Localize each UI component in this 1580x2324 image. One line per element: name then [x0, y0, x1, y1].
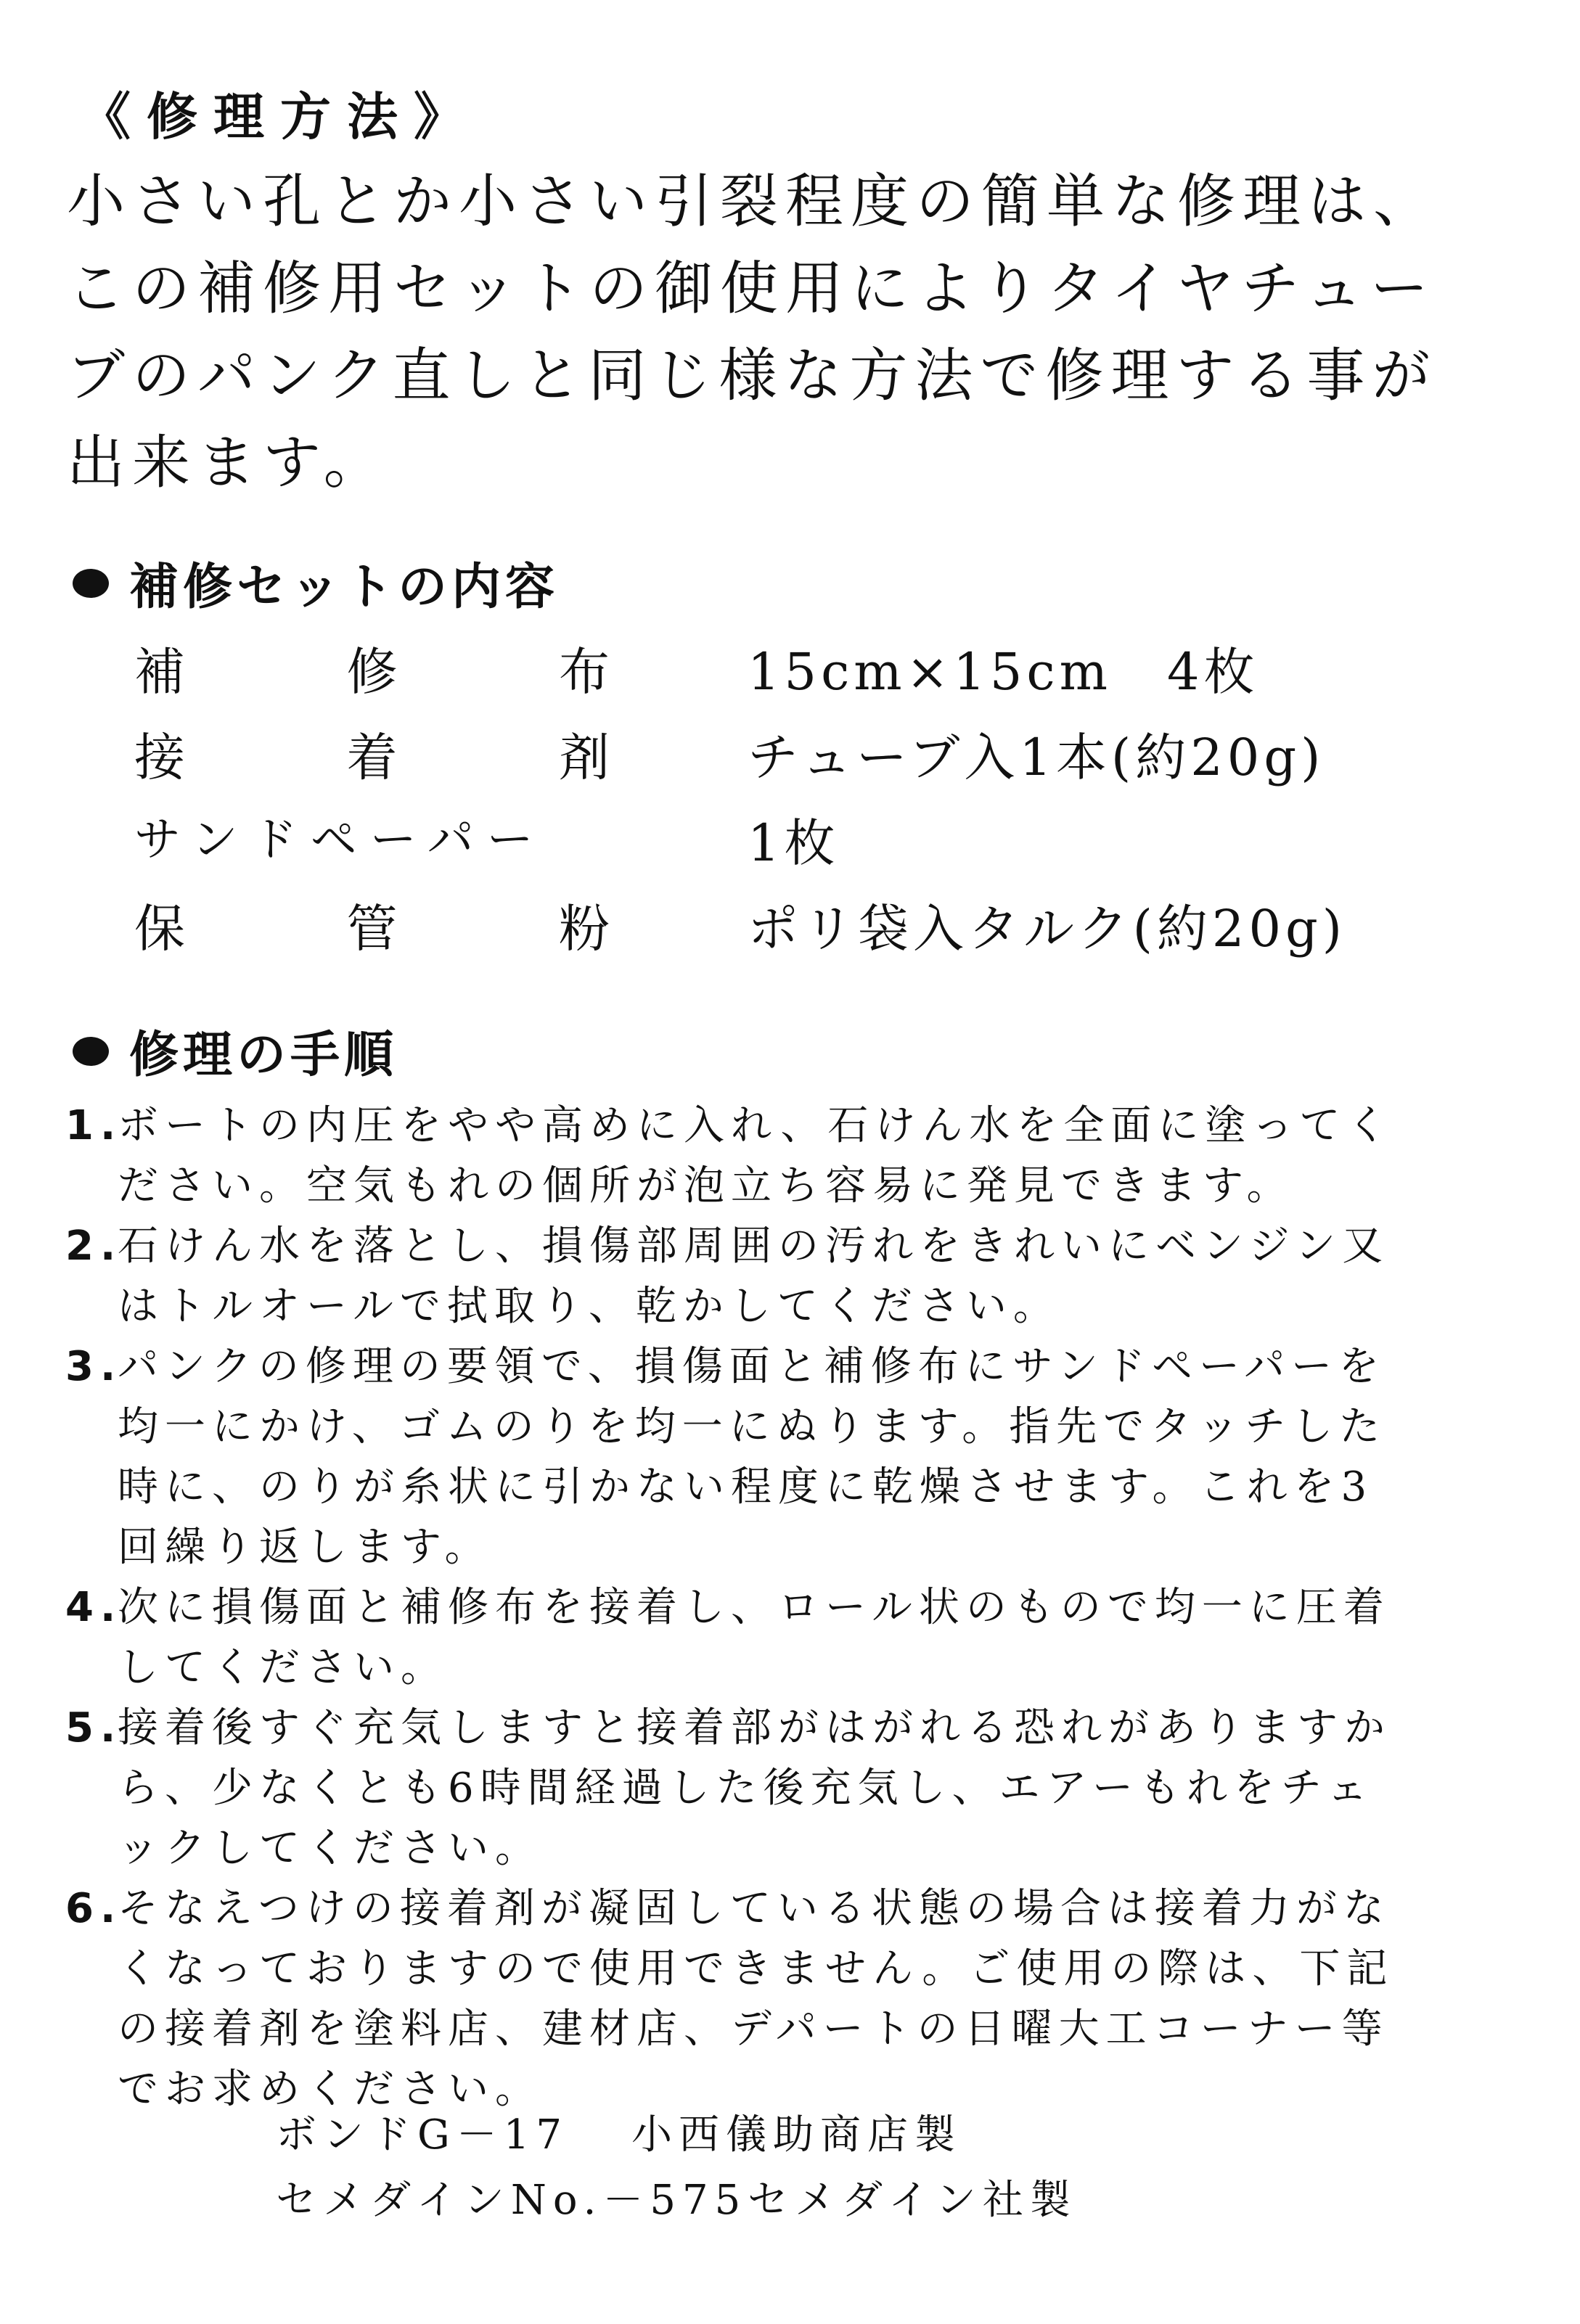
contents-item-name-char: 保	[134, 899, 185, 958]
step-text-line: 接着後すぐ充気しますと接着部がはがれる恐れがありますか	[118, 1704, 1391, 1752]
contents-item-name-char: 着	[346, 728, 398, 787]
intro-paragraph	[67, 158, 1518, 506]
step-text-line: でお求めください。	[118, 2066, 542, 2113]
step-text-line: 石けん水を落とし、損傷部周囲の汚れをきれいにベンジン又	[118, 1223, 1390, 1270]
contents-item-name-char: 補	[134, 642, 185, 702]
procedure-step	[65, 1216, 1531, 1336]
procedure-step	[65, 1698, 1531, 1879]
contents-item	[134, 717, 1513, 802]
step-text-line: くなっておりますので使用できません。ご使用の際は、下記	[118, 1945, 1394, 1992]
step-text-line: パンクの修理の要領で、損傷面と補修布にサンドペーパーを	[118, 1343, 1386, 1390]
step-text-line: 次に損傷面と補修布を接着し、ロール状のもので均一に圧着	[118, 1584, 1391, 1631]
contents-item-name	[134, 631, 610, 705]
intro-line: 小さい孔とか小さい引裂程度の簡単な修理は、	[67, 168, 1438, 235]
step-number: 6.	[65, 1885, 123, 1932]
bullet-icon	[73, 1037, 109, 1066]
step-text-line: 回繰り返します。	[118, 1524, 492, 1571]
contents-item-name	[134, 888, 610, 961]
step-number: 4.	[65, 1584, 123, 1631]
contents-item-name	[134, 717, 610, 790]
contents-item	[134, 888, 1513, 974]
contents-heading-text: 補修セットの内容	[129, 559, 560, 616]
step-text-line: ックしてください。	[118, 1825, 542, 1872]
step-text-line: ら、少なくとも6時間経過した後充気し、エアーもれをチェ	[118, 1765, 1375, 1812]
procedure-step	[65, 1577, 1531, 1698]
step-text-line: 時に、のりが糸状に引かない程度に乾燥させます。これを3	[118, 1463, 1374, 1511]
procedure-step	[65, 1096, 1531, 1216]
step-number: 2.	[65, 1223, 123, 1270]
step-text-line: はトルオールで拭取り、乾かしてください。	[118, 1283, 1060, 1330]
contents-list	[134, 631, 1513, 974]
step-text-line: そなえつけの接着剤が凝固している状態の場合は接着力がな	[118, 1885, 1391, 1932]
adhesive-maker: セメダイン社製	[748, 2177, 1077, 2224]
bullet-icon	[73, 569, 109, 598]
procedure-heading-text: 修理の手順	[129, 1027, 398, 1084]
step-text-line: してください。	[118, 1644, 448, 1691]
contents-item-name-char: 修	[346, 642, 398, 702]
contents-item-name: サンドペーパー	[134, 813, 547, 867]
procedure-step	[65, 1879, 1531, 2119]
procedure-heading	[73, 1016, 398, 1086]
adhesive-name: ボンドG－17	[276, 2111, 568, 2159]
contents-item-name-char: 剤	[559, 728, 610, 787]
procedure-steps	[65, 1096, 1531, 2119]
adhesive-name: セメダインNo.－575	[276, 2177, 748, 2224]
contents-item-value: ポリ袋入タルク(約20g)	[748, 899, 1347, 958]
step-text-line: の接着剤を塗料店、建材店、デパートの日曜大工コーナー等	[118, 2005, 1389, 2053]
contents-item-name-char: 接	[134, 728, 185, 787]
intro-line: この補修用セットの御使用によりタイヤチュー	[67, 255, 1436, 322]
contents-heading	[73, 548, 559, 618]
step-number: 5.	[65, 1704, 123, 1752]
contents-item-name-char: 粉	[559, 899, 610, 958]
contents-item-name-char: 布	[559, 642, 610, 702]
intro-line: 出来ます。	[67, 429, 389, 496]
contents-item-value: 1枚	[748, 813, 840, 873]
contents-item	[134, 802, 1513, 888]
step-text-line: ださい。空気もれの個所が泡立ち容易に発見できます。	[118, 1162, 1294, 1210]
contents-item-value: 15cm×15cm 4枚	[748, 642, 1259, 702]
contents-item-name-char: 管	[346, 899, 398, 958]
step-text-line: ボートの内圧をやや高めに入れ、石けん水を全面に塗ってく	[118, 1102, 1394, 1149]
procedure-step	[65, 1336, 1531, 1577]
adhesive-maker: 小西儀助商店製	[631, 2111, 962, 2159]
page-title: 《修理方法》	[80, 87, 480, 147]
step-text-line: 均一にかけ、ゴムのりを均一にぬります。指先でタッチした	[118, 1403, 1387, 1450]
contents-item-value: チューブ入1本(約20g)	[748, 728, 1325, 787]
step-number: 3.	[65, 1343, 123, 1390]
step-number: 1.	[65, 1102, 123, 1149]
intro-line: ブのパンク直しと同じ様な方法で修理する事が	[67, 342, 1438, 409]
contents-item	[134, 631, 1513, 717]
